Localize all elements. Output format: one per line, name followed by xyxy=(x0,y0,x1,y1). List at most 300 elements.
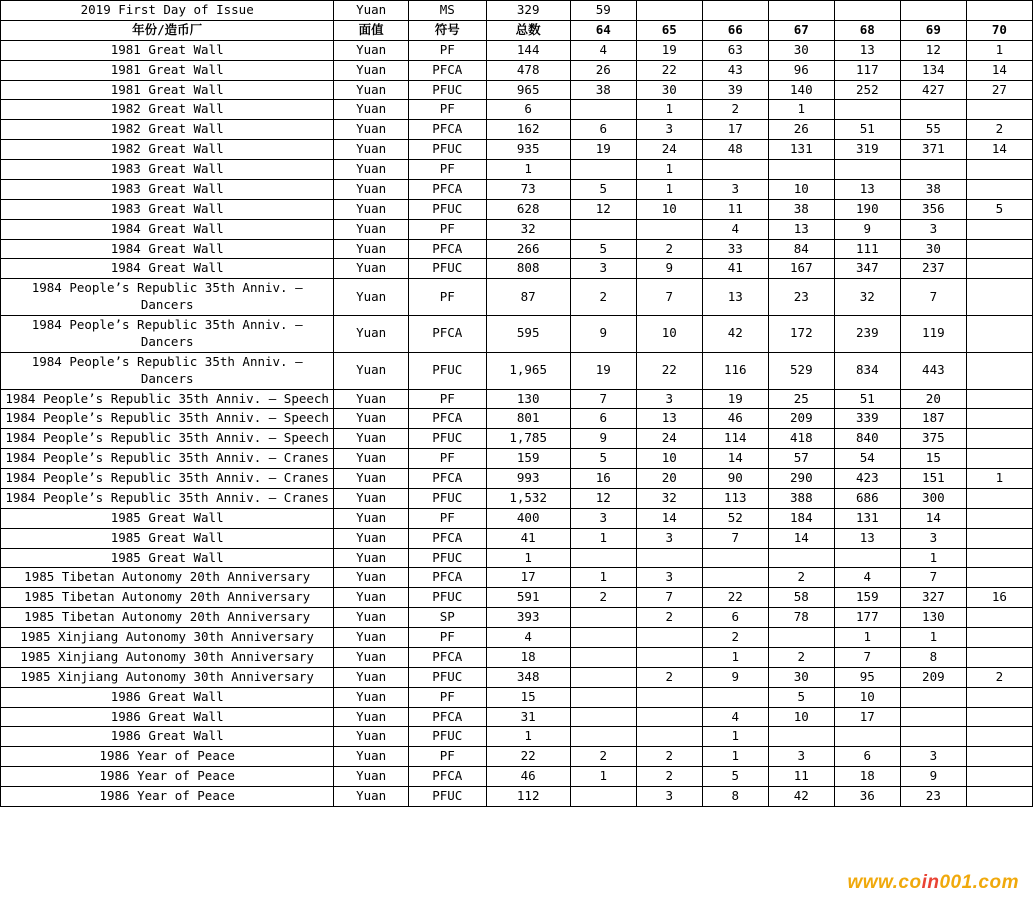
cell-g68: 18 xyxy=(834,767,900,787)
cell-g68: 177 xyxy=(834,608,900,628)
cell-denom: Yuan xyxy=(334,787,409,807)
cell-grade: PF xyxy=(408,100,486,120)
cell-g67 xyxy=(768,1,834,21)
cell-g70 xyxy=(966,488,1032,508)
cell-g68: 423 xyxy=(834,469,900,489)
cell-g70 xyxy=(966,707,1032,727)
cell-g67: 167 xyxy=(768,259,834,279)
cell-g70 xyxy=(966,548,1032,568)
table-row xyxy=(1,488,1033,508)
cell-g68: 319 xyxy=(834,140,900,160)
cell-grade: PFUC xyxy=(408,259,486,279)
cell-name: 1984 People’s Republic 35th Anniv. – Speech xyxy=(1,409,334,429)
cell-g67: 67 xyxy=(768,20,834,40)
cell-g65: 7 xyxy=(636,588,702,608)
cell-denom: Yuan xyxy=(334,469,409,489)
cell-g67: 10 xyxy=(768,707,834,727)
cell-g68: 36 xyxy=(834,787,900,807)
cell-g64: 4 xyxy=(570,40,636,60)
cell-g70 xyxy=(966,160,1032,180)
cell-g70 xyxy=(966,528,1032,548)
cell-g66: 7 xyxy=(702,528,768,548)
cell-denom: Yuan xyxy=(334,352,409,389)
watermark-part-3: 001.com xyxy=(939,872,1019,893)
cell-g64: 12 xyxy=(570,199,636,219)
cell-denom: Yuan xyxy=(334,219,409,239)
cell-g64: 2 xyxy=(570,747,636,767)
cell-name: 1984 Great Wall xyxy=(1,219,334,239)
cell-g67: 42 xyxy=(768,787,834,807)
cell-g69 xyxy=(900,1,966,21)
cell-grade: PFCA xyxy=(408,707,486,727)
table-header-row xyxy=(1,20,1033,40)
cell-g69: 15 xyxy=(900,449,966,469)
table-row xyxy=(1,409,1033,429)
cell-g64 xyxy=(570,687,636,707)
cell-g67: 58 xyxy=(768,588,834,608)
cell-g66: 1 xyxy=(702,647,768,667)
cell-g64: 1 xyxy=(570,568,636,588)
cell-g66: 114 xyxy=(702,429,768,449)
cell-g69: 151 xyxy=(900,469,966,489)
cell-g66: 66 xyxy=(702,20,768,40)
table-row xyxy=(1,259,1033,279)
cell-g68: 13 xyxy=(834,40,900,60)
cell-denom: Yuan xyxy=(334,409,409,429)
cell-name: 1985 Tibetan Autonomy 20th Anniversary xyxy=(1,588,334,608)
cell-g64: 9 xyxy=(570,316,636,353)
cell-g68: 6 xyxy=(834,747,900,767)
cell-g65: 1 xyxy=(636,100,702,120)
cell-g69: 119 xyxy=(900,316,966,353)
cell-grade: PFUC xyxy=(408,80,486,100)
cell-g70 xyxy=(966,608,1032,628)
cell-g68: 51 xyxy=(834,120,900,140)
cell-grade: PFCA xyxy=(408,179,486,199)
cell-denom: Yuan xyxy=(334,160,409,180)
cell-g66: 22 xyxy=(702,588,768,608)
table-row xyxy=(1,707,1033,727)
cell-g69: 55 xyxy=(900,120,966,140)
cell-denom: Yuan xyxy=(334,389,409,409)
cell-g64 xyxy=(570,667,636,687)
cell-g69: 371 xyxy=(900,140,966,160)
cell-g69: 130 xyxy=(900,608,966,628)
table-row xyxy=(1,239,1033,259)
cell-denom: Yuan xyxy=(334,548,409,568)
cell-name: 1985 Tibetan Autonomy 20th Anniversary xyxy=(1,608,334,628)
cell-g65: 13 xyxy=(636,409,702,429)
cell-total: 1,532 xyxy=(486,488,570,508)
cell-denom: Yuan xyxy=(334,608,409,628)
cell-g67: 209 xyxy=(768,409,834,429)
cell-grade: PFUC xyxy=(408,727,486,747)
cell-g68: 68 xyxy=(834,20,900,40)
table-row xyxy=(1,687,1033,707)
cell-g70: 2 xyxy=(966,667,1032,687)
cell-g69 xyxy=(900,687,966,707)
cell-denom: Yuan xyxy=(334,628,409,648)
cell-g65: 24 xyxy=(636,140,702,160)
cell-total: 162 xyxy=(486,120,570,140)
cell-g67: 140 xyxy=(768,80,834,100)
cell-g70 xyxy=(966,279,1032,316)
cell-total: 808 xyxy=(486,259,570,279)
cell-g68: 17 xyxy=(834,707,900,727)
cell-name: 1983 Great Wall xyxy=(1,160,334,180)
cell-total: 1 xyxy=(486,160,570,180)
cell-g64 xyxy=(570,548,636,568)
table-row xyxy=(1,449,1033,469)
cell-g66: 5 xyxy=(702,767,768,787)
cell-g65: 1 xyxy=(636,179,702,199)
cell-g67: 38 xyxy=(768,199,834,219)
cell-grade: PFUC xyxy=(408,548,486,568)
cell-g66: 4 xyxy=(702,707,768,727)
cell-g66: 33 xyxy=(702,239,768,259)
cell-g66: 39 xyxy=(702,80,768,100)
cell-g70 xyxy=(966,352,1032,389)
cell-grade: PF xyxy=(408,449,486,469)
cell-g69: 7 xyxy=(900,568,966,588)
cell-g65 xyxy=(636,727,702,747)
cell-name: 1982 Great Wall xyxy=(1,140,334,160)
cell-denom: Yuan xyxy=(334,100,409,120)
cell-total: 144 xyxy=(486,40,570,60)
cell-g68 xyxy=(834,160,900,180)
cell-total: 595 xyxy=(486,316,570,353)
cell-g66: 90 xyxy=(702,469,768,489)
cell-grade: PF xyxy=(408,160,486,180)
cell-denom: Yuan xyxy=(334,528,409,548)
table-row xyxy=(1,548,1033,568)
cell-name: 2019 First Day of Issue xyxy=(1,1,334,21)
cell-g68: 131 xyxy=(834,508,900,528)
table-row xyxy=(1,60,1033,80)
cell-g66: 63 xyxy=(702,40,768,60)
table-row xyxy=(1,120,1033,140)
cell-g66: 3 xyxy=(702,179,768,199)
cell-g64: 3 xyxy=(570,259,636,279)
cell-total: 159 xyxy=(486,449,570,469)
cell-g65: 10 xyxy=(636,449,702,469)
cell-g70 xyxy=(966,449,1032,469)
cell-g67: 529 xyxy=(768,352,834,389)
cell-grade: PF xyxy=(408,40,486,60)
cell-g68: 10 xyxy=(834,687,900,707)
cell-name: 1982 Great Wall xyxy=(1,120,334,140)
cell-name: 1985 Xinjiang Autonomy 30th Anniversary xyxy=(1,667,334,687)
cell-g68: 111 xyxy=(834,239,900,259)
cell-g68 xyxy=(834,100,900,120)
cell-denom: Yuan xyxy=(334,747,409,767)
cell-g68 xyxy=(834,727,900,747)
cell-denom: Yuan xyxy=(334,1,409,21)
cell-g68: 834 xyxy=(834,352,900,389)
cell-g69: 30 xyxy=(900,239,966,259)
cell-denom: Yuan xyxy=(334,316,409,353)
cell-g67: 2 xyxy=(768,647,834,667)
cell-g64: 19 xyxy=(570,140,636,160)
cell-name: 1984 Great Wall xyxy=(1,239,334,259)
cell-g69 xyxy=(900,707,966,727)
cell-g69: 1 xyxy=(900,628,966,648)
cell-name: 1985 Tibetan Autonomy 20th Anniversary xyxy=(1,568,334,588)
cell-g68: 190 xyxy=(834,199,900,219)
watermark-part-1: www.co xyxy=(847,872,922,893)
cell-total: 400 xyxy=(486,508,570,528)
cell-g67: 418 xyxy=(768,429,834,449)
table-row xyxy=(1,647,1033,667)
cell-g67: 23 xyxy=(768,279,834,316)
cell-total: 4 xyxy=(486,628,570,648)
cell-g69: 134 xyxy=(900,60,966,80)
cell-g67: 96 xyxy=(768,60,834,80)
cell-g65 xyxy=(636,219,702,239)
cell-g64: 6 xyxy=(570,120,636,140)
cell-g65: 22 xyxy=(636,352,702,389)
cell-grade: PFUC xyxy=(408,199,486,219)
cell-g65: 30 xyxy=(636,80,702,100)
cell-name: 1986 Year of Peace xyxy=(1,787,334,807)
cell-total: 1,785 xyxy=(486,429,570,449)
cell-g64 xyxy=(570,608,636,628)
cell-g65: 9 xyxy=(636,259,702,279)
cell-g69: 375 xyxy=(900,429,966,449)
cell-g69: 327 xyxy=(900,588,966,608)
cell-grade: PFUC xyxy=(408,140,486,160)
cell-name: 1984 People’s Republic 35th Anniv. – Dancers xyxy=(1,352,334,389)
cell-grade: PF xyxy=(408,508,486,528)
cell-g66: 19 xyxy=(702,389,768,409)
cell-g66: 116 xyxy=(702,352,768,389)
cell-g64: 16 xyxy=(570,469,636,489)
cell-g70 xyxy=(966,647,1032,667)
cell-g70 xyxy=(966,219,1032,239)
cell-name: 1984 Great Wall xyxy=(1,259,334,279)
cell-name: 1985 Great Wall xyxy=(1,548,334,568)
cell-total: 1,965 xyxy=(486,352,570,389)
cell-g65: 2 xyxy=(636,747,702,767)
cell-g65: 3 xyxy=(636,568,702,588)
cell-denom: Yuan xyxy=(334,259,409,279)
cell-g64 xyxy=(570,707,636,727)
cell-grade: PF xyxy=(408,279,486,316)
cell-g64: 2 xyxy=(570,588,636,608)
site-watermark xyxy=(847,872,1019,894)
cell-g66 xyxy=(702,160,768,180)
watermark-part-2: in xyxy=(921,872,940,893)
cell-total: 15 xyxy=(486,687,570,707)
cell-name: 1986 Great Wall xyxy=(1,707,334,727)
cell-g70 xyxy=(966,429,1032,449)
cell-g65: 3 xyxy=(636,389,702,409)
cell-g69: 427 xyxy=(900,80,966,100)
cell-g65: 19 xyxy=(636,40,702,60)
cell-g68 xyxy=(834,548,900,568)
cell-name: 1981 Great Wall xyxy=(1,80,334,100)
cell-g66 xyxy=(702,687,768,707)
table-row xyxy=(1,429,1033,449)
cell-grade: PF xyxy=(408,747,486,767)
table-row xyxy=(1,100,1033,120)
cell-g67: 57 xyxy=(768,449,834,469)
cell-g69: 443 xyxy=(900,352,966,389)
cell-total: 393 xyxy=(486,608,570,628)
cell-g65: 3 xyxy=(636,120,702,140)
cell-grade: PFUC xyxy=(408,352,486,389)
cell-g68: 7 xyxy=(834,647,900,667)
cell-g69: 38 xyxy=(900,179,966,199)
cell-grade: PFCA xyxy=(408,767,486,787)
cell-name: 1985 Xinjiang Autonomy 30th Anniversary xyxy=(1,647,334,667)
cell-denom: Yuan xyxy=(334,199,409,219)
cell-g64: 5 xyxy=(570,239,636,259)
cell-g64: 1 xyxy=(570,528,636,548)
cell-g65: 10 xyxy=(636,199,702,219)
cell-g67 xyxy=(768,628,834,648)
cell-denom: Yuan xyxy=(334,429,409,449)
cell-denom: Yuan xyxy=(334,60,409,80)
cell-g64: 3 xyxy=(570,508,636,528)
cell-denom: Yuan xyxy=(334,568,409,588)
cell-g66: 11 xyxy=(702,199,768,219)
cell-name: 1984 People’s Republic 35th Anniv. – Speech xyxy=(1,389,334,409)
cell-g66: 2 xyxy=(702,628,768,648)
cell-g70 xyxy=(966,747,1032,767)
cell-name: 1981 Great Wall xyxy=(1,60,334,80)
cell-denom: Yuan xyxy=(334,687,409,707)
cell-grade: PFCA xyxy=(408,239,486,259)
cell-total: 32 xyxy=(486,219,570,239)
cell-g69 xyxy=(900,100,966,120)
cell-g68: 840 xyxy=(834,429,900,449)
cell-g70 xyxy=(966,389,1032,409)
cell-denom: Yuan xyxy=(334,179,409,199)
cell-g70 xyxy=(966,767,1032,787)
cell-g68: 13 xyxy=(834,179,900,199)
cell-denom: Yuan xyxy=(334,279,409,316)
cell-grade: PFCA xyxy=(408,60,486,80)
cell-g68: 686 xyxy=(834,488,900,508)
cell-grade: PFUC xyxy=(408,667,486,687)
cell-g68: 347 xyxy=(834,259,900,279)
table-row xyxy=(1,219,1033,239)
cell-g67: 14 xyxy=(768,528,834,548)
cell-g67: 3 xyxy=(768,747,834,767)
table-body xyxy=(1,1,1033,807)
cell-g70: 5 xyxy=(966,199,1032,219)
cell-grade: PFCA xyxy=(408,469,486,489)
cell-g65 xyxy=(636,548,702,568)
table-row xyxy=(1,80,1033,100)
table-row xyxy=(1,667,1033,687)
cell-total: 总数 xyxy=(486,20,570,40)
cell-g67: 388 xyxy=(768,488,834,508)
cell-g69: 14 xyxy=(900,508,966,528)
cell-g70: 70 xyxy=(966,20,1032,40)
cell-total: 329 xyxy=(486,1,570,21)
cell-g67: 184 xyxy=(768,508,834,528)
cell-denom: Yuan xyxy=(334,40,409,60)
cell-total: 31 xyxy=(486,707,570,727)
cell-g67: 10 xyxy=(768,179,834,199)
cell-g70 xyxy=(966,568,1032,588)
table-row xyxy=(1,767,1033,787)
cell-g69: 8 xyxy=(900,647,966,667)
cell-g64 xyxy=(570,727,636,747)
cell-denom: Yuan xyxy=(334,767,409,787)
cell-g67: 30 xyxy=(768,40,834,60)
cell-g65: 2 xyxy=(636,767,702,787)
cell-name: 1986 Great Wall xyxy=(1,687,334,707)
cell-g64 xyxy=(570,160,636,180)
cell-g70 xyxy=(966,1,1032,21)
cell-g65: 1 xyxy=(636,160,702,180)
cell-total: 112 xyxy=(486,787,570,807)
table-row xyxy=(1,588,1033,608)
table-row xyxy=(1,508,1033,528)
cell-g67: 5 xyxy=(768,687,834,707)
cell-total: 41 xyxy=(486,528,570,548)
cell-total: 1 xyxy=(486,548,570,568)
cell-g65: 22 xyxy=(636,60,702,80)
cell-grade: PFCA xyxy=(408,528,486,548)
cell-g69: 20 xyxy=(900,389,966,409)
cell-g65: 3 xyxy=(636,528,702,548)
cell-g64: 1 xyxy=(570,767,636,787)
cell-g64: 2 xyxy=(570,279,636,316)
cell-g68: 4 xyxy=(834,568,900,588)
cell-g70: 14 xyxy=(966,60,1032,80)
cell-g65 xyxy=(636,707,702,727)
cell-g65: 24 xyxy=(636,429,702,449)
cell-grade: PFCA xyxy=(408,316,486,353)
cell-g66: 6 xyxy=(702,608,768,628)
cell-name: 1982 Great Wall xyxy=(1,100,334,120)
cell-g65: 3 xyxy=(636,787,702,807)
cell-name: 1983 Great Wall xyxy=(1,179,334,199)
cell-g66: 8 xyxy=(702,787,768,807)
cell-total: 6 xyxy=(486,100,570,120)
cell-total: 478 xyxy=(486,60,570,80)
cell-name: 1984 People’s Republic 35th Anniv. – Cranes xyxy=(1,488,334,508)
cell-total: 266 xyxy=(486,239,570,259)
cell-grade: PF xyxy=(408,687,486,707)
cell-g68: 252 xyxy=(834,80,900,100)
cell-g64: 59 xyxy=(570,1,636,21)
cell-g70 xyxy=(966,259,1032,279)
cell-g70 xyxy=(966,508,1032,528)
cell-total: 22 xyxy=(486,747,570,767)
cell-g68: 32 xyxy=(834,279,900,316)
table-row xyxy=(1,469,1033,489)
table-row xyxy=(1,568,1033,588)
cell-g64 xyxy=(570,100,636,120)
table-row xyxy=(1,179,1033,199)
cell-g67: 84 xyxy=(768,239,834,259)
cell-g65: 20 xyxy=(636,469,702,489)
cell-total: 73 xyxy=(486,179,570,199)
cell-total: 965 xyxy=(486,80,570,100)
cell-g66: 13 xyxy=(702,279,768,316)
cell-g64 xyxy=(570,219,636,239)
cell-g64: 9 xyxy=(570,429,636,449)
table-row xyxy=(1,352,1033,389)
cell-g69: 12 xyxy=(900,40,966,60)
cell-g64: 38 xyxy=(570,80,636,100)
cell-name: 年份/造币厂 xyxy=(1,20,334,40)
